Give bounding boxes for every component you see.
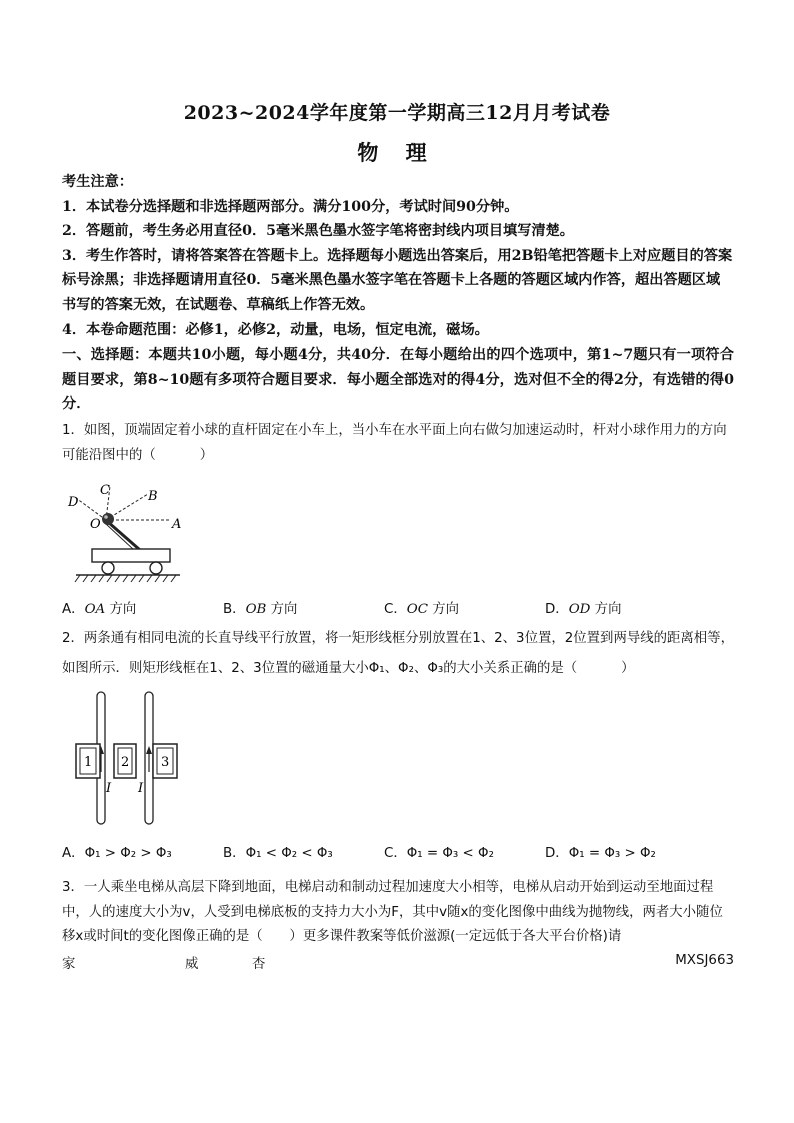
question-2-figure <box>66 688 186 828</box>
notice-item-2: 2．答题前，考生务必用直径0．5毫米黑色墨水签字笔将密封线内项目填写清楚。 <box>62 223 574 240</box>
label-current-1: I <box>106 781 112 796</box>
cart-wheel-left <box>102 562 114 574</box>
notice-item-1: 1．本试卷分选择题和非选择题两部分。满分100分，考试时间90分钟。 <box>62 198 519 215</box>
question-1-stem: 1．如图，顶端固定着小球的直杆固定在小车上，当小车在水平面上向右做匀加速运动时，杆对小球作用力的方向可能沿图中的（ ） <box>62 423 727 463</box>
label-1: 1 <box>84 755 93 770</box>
ground-hatch <box>75 575 176 582</box>
question-3-stem: 3．一人乘坐电梯从高层下降到地面，电梯启动和制动过程加速度大小相等，电梯从启动开始到运动至地面过程中，人的速度大小为v，人受到电梯底板的支持力大小为F，其中v随x的变化图像中曲线为抛物线，两者大小随位移x或时间t的变化图像正确的是（ ）更多课件教案等低价滋源(一定远低于各大平台价格)请 <box>62 880 723 944</box>
cart-wheel-right <box>150 562 162 574</box>
q2-option-a[interactable]: A．Φ₁ > Φ₂ > Φ₃ <box>62 846 172 861</box>
label-c: C <box>100 483 110 498</box>
question-1-figure <box>62 478 192 588</box>
q2-option-c[interactable]: C．Φ₁ = Φ₃ < Φ₂ <box>384 846 494 861</box>
notice-item-4: 4．本卷命题范围：必修1，必修2，动量，电场，恒定电流，磁场。 <box>62 321 489 338</box>
q2-option-b[interactable]: B．Φ₁ < Φ₂ < Φ₃ <box>223 846 333 861</box>
label-2: 2 <box>121 755 130 770</box>
q1-option-c[interactable]: C．OC 方向 <box>384 602 460 617</box>
footer-char-2: 威 <box>185 957 199 972</box>
footer-char-3: 杏 <box>252 957 266 972</box>
footer-code: MXSJ663 <box>675 953 734 968</box>
notice-item-3: 3．考生作答时，请将答案答在答题卡上。选择题每小题选出答案后，用2B铅笔把答题卡上对应题目的答案标号涂黑；非选择题请用直径0．5毫米黑色墨水签字笔在答题卡上各题的答题区域内作答，超出答题区域书写的答案无效，在试题卷、草稿纸上作答无效。 <box>62 247 733 313</box>
q2-option-d[interactable]: D．Φ₁ = Φ₃ > Φ₂ <box>545 846 656 861</box>
exam-title: 2023~2024学年度第一学期高三12月月考试卷 <box>183 102 611 124</box>
q1-option-d[interactable]: D．OD 方向 <box>545 602 622 617</box>
section-instructions: 一、选择题：本题共10小题，每小题4分，共40分．在每小题给出的四个选项中，第1~7题只有一项符合题目要求，第8~10题有多项符合题目要求．每小题全部选对的得4分，选对但不全的得2分，有选错的得0分． <box>62 347 734 413</box>
cart-body <box>92 549 170 562</box>
label-current-2: I <box>138 781 144 796</box>
q1-option-a[interactable]: A．OA 方向 <box>62 602 137 617</box>
rod <box>108 522 140 550</box>
label-a: A <box>172 517 182 532</box>
question-2-text: 2．两条通有相同电流的长直导线平行放置，将一矩形线框分别放置在1、2、3位置，2位置到两导线的距离相等，如图所示．则矩形线框在1、2、3位置的磁通量大小Φ₁、Φ₂、Φ₃的大小关系正确的是（ <box>62 631 734 676</box>
label-o: O <box>90 517 101 532</box>
label-b: B <box>148 489 158 504</box>
question-1-text: 1．如图，顶端固定着小球的直杆固定在小车上，当小车在水平面上向右做匀加速运动时，杆对小球作用力的方向可能沿图中的（ <box>62 423 727 463</box>
q1-option-b[interactable]: B．OB 方向 <box>223 602 298 617</box>
ball <box>102 513 114 525</box>
notice-section <box>62 170 734 342</box>
notice-heading: 考生注意： <box>62 174 133 190</box>
footer-char-1: 家 <box>62 957 76 972</box>
label-3: 3 <box>161 755 170 770</box>
label-d: D <box>68 495 79 510</box>
question-2-stem: 2．两条通有相同电流的长直导线平行放置，将一矩形线框分别放置在1、2、3位置，2位置到两导线的距离相等，如图所示．则矩形线框在1、2、3位置的磁通量大小Φ₁、Φ₂、Φ₃的大小关系正确的是（ ） <box>62 631 734 676</box>
exam-subject: 物 理 <box>357 140 437 165</box>
